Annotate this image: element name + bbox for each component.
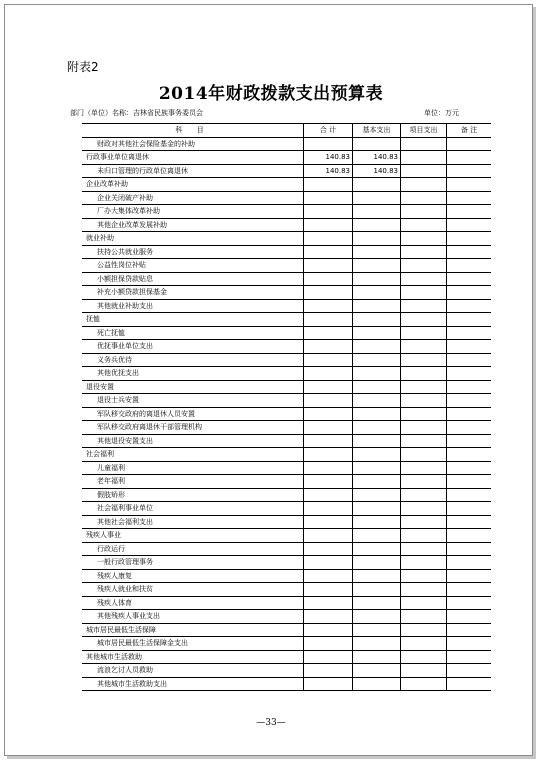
basic-cell <box>353 475 401 489</box>
note-cell <box>447 380 492 394</box>
page-title: 2014年财政拨款支出预算表 <box>158 84 384 104</box>
basic-cell <box>353 623 401 637</box>
table-row <box>82 556 491 570</box>
project-cell <box>401 245 447 259</box>
project-cell <box>401 313 447 327</box>
basic-cell <box>353 448 401 462</box>
table-row <box>82 596 491 610</box>
table-row <box>82 421 491 435</box>
basic-cell <box>353 637 401 651</box>
table-row <box>82 151 491 165</box>
subject-cell: 其他社会福利支出 <box>82 515 304 529</box>
table-row <box>82 218 491 232</box>
note-cell <box>447 542 492 556</box>
total-cell <box>304 448 353 462</box>
basic-cell <box>353 434 401 448</box>
subject-cell: 退役安置 <box>82 380 304 394</box>
project-cell <box>401 259 447 273</box>
total-cell <box>304 556 353 570</box>
project-cell <box>401 326 447 340</box>
note-cell <box>447 205 492 219</box>
subject-cell: 残疾人就业和扶贫 <box>82 583 304 597</box>
basic-cell <box>353 380 401 394</box>
total-cell <box>304 380 353 394</box>
budget-table <box>82 123 491 691</box>
table-row <box>82 367 491 381</box>
project-cell <box>401 650 447 664</box>
project-cell <box>401 205 447 219</box>
subject-cell: 一般行政管理事务 <box>82 556 304 570</box>
basic-cell <box>353 407 401 421</box>
table-row <box>82 610 491 624</box>
total-cell <box>304 191 353 205</box>
subject-cell: 其他城市生活救助 <box>82 650 304 664</box>
basic-cell <box>353 286 401 300</box>
project-cell <box>401 421 447 435</box>
project-cell <box>401 475 447 489</box>
note-cell <box>447 569 492 583</box>
project-cell <box>401 434 447 448</box>
subject-cell: 公益性岗位补贴 <box>82 259 304 273</box>
note-cell <box>447 515 492 529</box>
note-cell <box>447 461 492 475</box>
table-row <box>82 394 491 408</box>
basic-cell <box>353 596 401 610</box>
total-cell <box>304 637 353 651</box>
subject-cell: 残疾人事业 <box>82 529 304 543</box>
project-cell <box>401 542 447 556</box>
total-cell <box>304 529 353 543</box>
header-basic: 基本支出 <box>353 124 401 138</box>
total-cell <box>304 272 353 286</box>
table-row <box>82 164 491 178</box>
note-cell <box>447 556 492 570</box>
note-cell <box>447 178 492 192</box>
note-cell <box>447 313 492 327</box>
subject-cell: 退役士兵安置 <box>82 394 304 408</box>
project-cell <box>401 178 447 192</box>
project-cell <box>401 488 447 502</box>
basic-cell <box>353 556 401 570</box>
table-row <box>82 178 491 192</box>
subject-cell: 其他企业改革发展补助 <box>82 218 304 232</box>
table-row <box>82 502 491 516</box>
basic-cell <box>353 583 401 597</box>
subject-cell: 未归口管理的行政单位离退休 <box>82 164 304 178</box>
table-row <box>82 232 491 246</box>
subject-cell: 残疾人康复 <box>82 569 304 583</box>
table-row <box>82 461 491 475</box>
table-row <box>82 286 491 300</box>
subject-cell: 假肢矫形 <box>82 488 304 502</box>
table-row <box>82 637 491 651</box>
note-cell <box>447 353 492 367</box>
subject-cell: 小额担保贷款贴息 <box>82 272 304 286</box>
total-cell <box>304 664 353 678</box>
note-cell <box>447 340 492 354</box>
total-cell <box>304 475 353 489</box>
note-cell <box>447 232 492 246</box>
basic-cell <box>353 218 401 232</box>
total-cell <box>304 326 353 340</box>
project-cell <box>401 448 447 462</box>
basic-cell <box>353 137 401 151</box>
project-cell <box>401 502 447 516</box>
subject-cell: 企业改革补助 <box>82 178 304 192</box>
subject-cell: 其他城市生活救助支出 <box>82 677 304 691</box>
basic-cell <box>353 272 401 286</box>
project-cell <box>401 556 447 570</box>
basic-cell <box>353 191 401 205</box>
note-cell <box>447 488 492 502</box>
subject-cell: 就业补助 <box>82 232 304 246</box>
header-project: 项目支出 <box>401 124 447 138</box>
table-header-row <box>82 124 491 138</box>
table-row <box>82 313 491 327</box>
note-cell <box>447 407 492 421</box>
total-cell <box>304 569 353 583</box>
note-cell <box>447 245 492 259</box>
page-number: —33— <box>256 718 286 728</box>
project-cell <box>401 677 447 691</box>
basic-cell <box>353 461 401 475</box>
basic-cell <box>353 515 401 529</box>
subject-cell: 其他就业补助支出 <box>82 299 304 313</box>
table-row <box>82 583 491 597</box>
basic-cell <box>353 367 401 381</box>
table-row <box>82 191 491 205</box>
table-row <box>82 353 491 367</box>
total-cell <box>304 515 353 529</box>
note-cell <box>447 650 492 664</box>
basic-cell <box>353 421 401 435</box>
note-cell <box>447 664 492 678</box>
basic-cell <box>353 542 401 556</box>
table-row <box>82 475 491 489</box>
note-cell <box>447 164 492 178</box>
basic-cell <box>353 569 401 583</box>
total-cell <box>304 542 353 556</box>
basic-cell <box>353 232 401 246</box>
table-row <box>82 677 491 691</box>
table-row <box>82 340 491 354</box>
note-cell <box>447 191 492 205</box>
basic-cell <box>353 326 401 340</box>
basic-cell <box>353 677 401 691</box>
total-cell: 140.83 <box>304 151 353 165</box>
subject-cell: 儿童福利 <box>82 461 304 475</box>
unit-label: 单位：万元 <box>424 109 459 117</box>
total-cell <box>304 245 353 259</box>
project-cell <box>401 610 447 624</box>
table-row <box>82 488 491 502</box>
project-cell <box>401 340 447 354</box>
basic-cell <box>353 205 401 219</box>
subject-cell: 财政对其他社会保险基金的补助 <box>82 137 304 151</box>
total-cell <box>304 488 353 502</box>
subject-cell: 流浪乞讨人员救助 <box>82 664 304 678</box>
note-cell <box>447 299 492 313</box>
basic-cell <box>353 502 401 516</box>
total-cell <box>304 313 353 327</box>
basic-cell <box>353 178 401 192</box>
total-cell <box>304 583 353 597</box>
table-row <box>82 448 491 462</box>
note-cell <box>447 259 492 273</box>
note-cell <box>447 394 492 408</box>
table-row <box>82 623 491 637</box>
basic-cell <box>353 650 401 664</box>
subject-cell: 城市居民最低生活保障 <box>82 623 304 637</box>
basic-cell <box>353 394 401 408</box>
total-cell <box>304 353 353 367</box>
project-cell <box>401 569 447 583</box>
table-row <box>82 245 491 259</box>
table-row <box>82 664 491 678</box>
table-row <box>82 259 491 273</box>
total-cell <box>304 421 353 435</box>
project-cell <box>401 394 447 408</box>
note-cell <box>447 137 492 151</box>
header-note: 备 注 <box>447 124 492 138</box>
note-cell <box>447 151 492 165</box>
table-row <box>82 272 491 286</box>
note-cell <box>447 326 492 340</box>
basic-cell: 140.83 <box>353 164 401 178</box>
note-cell <box>447 583 492 597</box>
note-cell <box>447 502 492 516</box>
note-cell <box>447 475 492 489</box>
total-cell <box>304 502 353 516</box>
total-cell <box>304 394 353 408</box>
subject-cell: 社会福利 <box>82 448 304 462</box>
basic-cell <box>353 340 401 354</box>
table-row <box>82 407 491 421</box>
note-cell <box>447 637 492 651</box>
project-cell <box>401 664 447 678</box>
project-cell <box>401 137 447 151</box>
project-cell <box>401 299 447 313</box>
table-row <box>82 529 491 543</box>
total-cell <box>304 650 353 664</box>
total-cell <box>304 299 353 313</box>
note-cell <box>447 610 492 624</box>
subject-cell: 残疾人体育 <box>82 596 304 610</box>
subject-cell: 其他优抚支出 <box>82 367 304 381</box>
total-cell <box>304 259 353 273</box>
note-cell <box>447 218 492 232</box>
table-row <box>82 650 491 664</box>
subject-cell: 老年福利 <box>82 475 304 489</box>
appendix-label: 附表2 <box>67 60 99 74</box>
header-total: 合 计 <box>304 124 353 138</box>
total-cell <box>304 367 353 381</box>
subject-cell: 军队移交政府的离退休人员安置 <box>82 407 304 421</box>
project-cell <box>401 461 447 475</box>
project-cell <box>401 232 447 246</box>
subject-cell: 厂办大集体改革补助 <box>82 205 304 219</box>
subject-cell: 义务兵优待 <box>82 353 304 367</box>
project-cell <box>401 367 447 381</box>
header-subject: 科 目 <box>82 124 304 138</box>
subject-cell: 社会福利事业单位 <box>82 502 304 516</box>
note-cell <box>447 623 492 637</box>
total-cell <box>304 286 353 300</box>
subject-cell: 行政事业单位离退休 <box>82 151 304 165</box>
note-cell <box>447 596 492 610</box>
note-cell <box>447 367 492 381</box>
project-cell <box>401 596 447 610</box>
project-cell <box>401 583 447 597</box>
project-cell <box>401 151 447 165</box>
subject-cell: 扶持公共就业服务 <box>82 245 304 259</box>
table-row <box>82 205 491 219</box>
total-cell <box>304 623 353 637</box>
note-cell <box>447 421 492 435</box>
total-cell <box>304 340 353 354</box>
department-name: 部门（单位）名称：吉林省民族事务委员会 <box>70 109 203 117</box>
basic-cell <box>353 529 401 543</box>
subject-cell: 其他残疾人事业支出 <box>82 610 304 624</box>
subject-cell: 企业关闭破产补助 <box>82 191 304 205</box>
project-cell <box>401 529 447 543</box>
note-cell <box>447 434 492 448</box>
subject-cell: 行政运行 <box>82 542 304 556</box>
total-cell <box>304 232 353 246</box>
subject-cell: 其他退役安置支出 <box>82 434 304 448</box>
total-cell <box>304 137 353 151</box>
basic-cell <box>353 664 401 678</box>
project-cell <box>401 407 447 421</box>
project-cell <box>401 380 447 394</box>
table-row <box>82 434 491 448</box>
subject-cell: 城市居民最低生活保障金支出 <box>82 637 304 651</box>
note-cell <box>447 448 492 462</box>
basic-cell <box>353 610 401 624</box>
basic-cell <box>353 299 401 313</box>
project-cell <box>401 218 447 232</box>
table-row <box>82 299 491 313</box>
project-cell <box>401 164 447 178</box>
project-cell <box>401 191 447 205</box>
total-cell <box>304 178 353 192</box>
total-cell <box>304 677 353 691</box>
project-cell <box>401 623 447 637</box>
total-cell <box>304 434 353 448</box>
project-cell <box>401 353 447 367</box>
project-cell <box>401 286 447 300</box>
total-cell <box>304 596 353 610</box>
subject-cell: 军队移交政府离退休干部管理机构 <box>82 421 304 435</box>
project-cell <box>401 272 447 286</box>
note-cell <box>447 272 492 286</box>
total-cell: 140.83 <box>304 164 353 178</box>
table-row <box>82 515 491 529</box>
table-row <box>82 380 491 394</box>
basic-cell <box>353 353 401 367</box>
project-cell <box>401 515 447 529</box>
total-cell <box>304 461 353 475</box>
basic-cell <box>353 245 401 259</box>
note-cell <box>447 529 492 543</box>
total-cell <box>304 205 353 219</box>
table-row <box>82 569 491 583</box>
total-cell <box>304 407 353 421</box>
table-row <box>82 542 491 556</box>
subject-cell: 死亡抚恤 <box>82 326 304 340</box>
subject-cell: 抚恤 <box>82 313 304 327</box>
basic-cell: 140.83 <box>353 151 401 165</box>
basic-cell <box>353 259 401 273</box>
note-cell <box>447 286 492 300</box>
table-row <box>82 326 491 340</box>
table-row <box>82 137 491 151</box>
total-cell <box>304 218 353 232</box>
basic-cell <box>353 313 401 327</box>
subject-cell: 补充小额贷款担保基金 <box>82 286 304 300</box>
project-cell <box>401 637 447 651</box>
subject-cell: 优抚事业单位支出 <box>82 340 304 354</box>
total-cell <box>304 610 353 624</box>
basic-cell <box>353 488 401 502</box>
note-cell <box>447 677 492 691</box>
